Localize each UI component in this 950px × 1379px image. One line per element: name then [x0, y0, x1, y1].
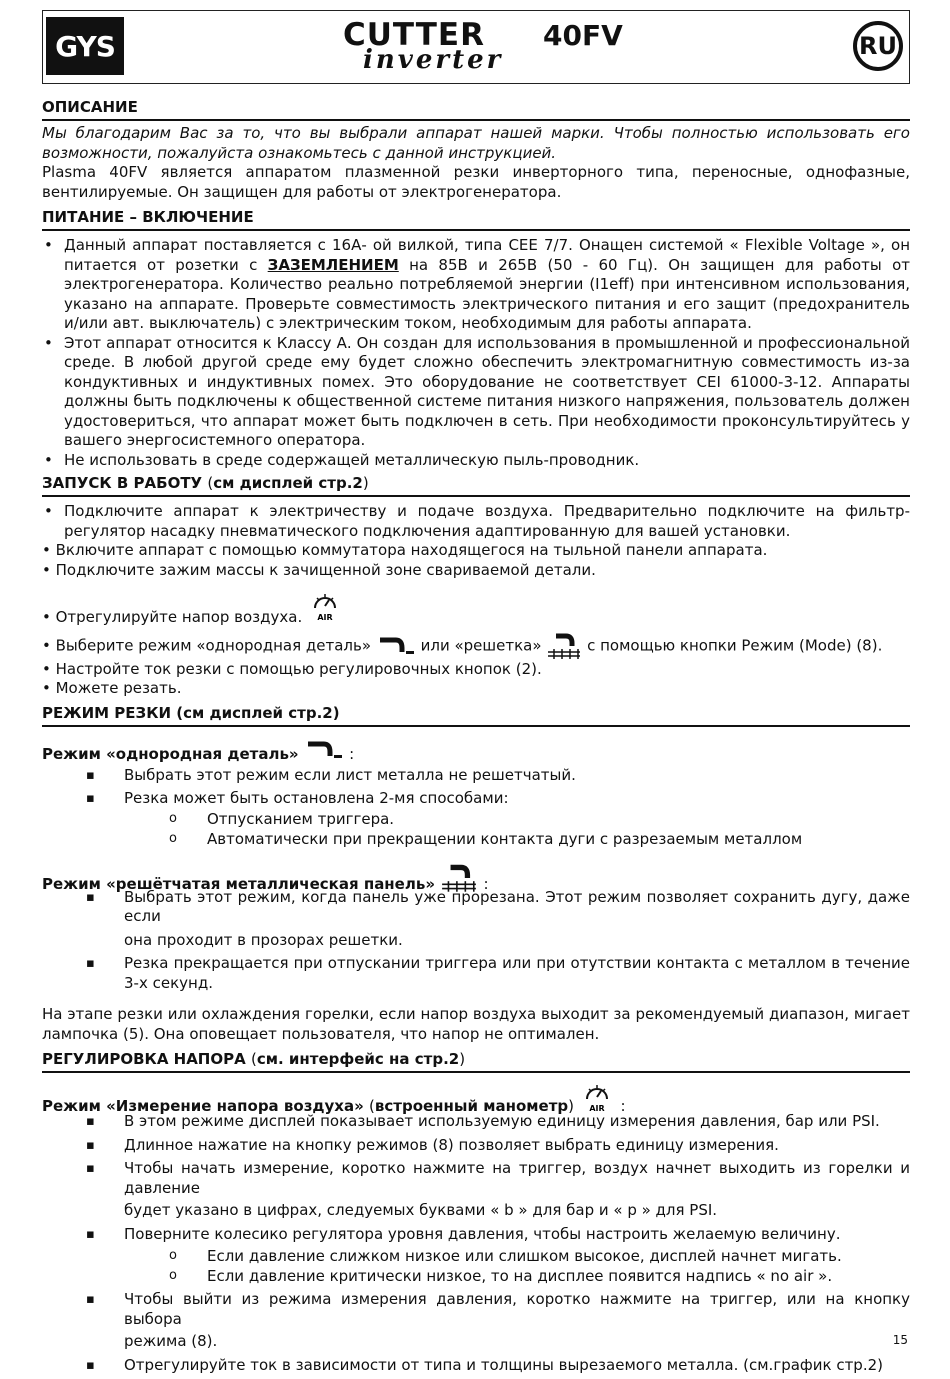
sublist-item: o Автоматически при прекращении контакта дуги с разрезаемым металлом	[207, 829, 910, 849]
list-item: • Этот аппарат относится к Классу А. Он создан для использования в промышленной и профессиональной среде. В любой другой среде ему будет сложно обеспечить электромагнитную совместимость из-за кондуктивных и индуктивных помех. Это оборудование не соответствует CEI 61000-3-12. Аппараты должны быть подключены к общественной системе питания низкого напряжения, пользователь должен удостовериться, что аппарат может быть подключен в сеть. При необходимости проконсультируйтесь у вашего энергосистемного оператора.	[42, 334, 910, 451]
air-label: AIR	[589, 1104, 605, 1113]
section-title-description: ОПИСАНИЕ	[42, 96, 910, 121]
title-text: РЕГУЛИРОВКА НАПОРА	[42, 1050, 246, 1068]
mode-pressure-heading: Режим «Измерение напора воздуха» (встроенный манометр) AIR :	[42, 1079, 910, 1116]
sublist-item: o Если давление слижком низкое или слишком высокое, дисплей начнет мигать.	[207, 1246, 910, 1266]
page-number: 15	[892, 1333, 908, 1347]
startup-step-mode	[42, 632, 910, 660]
mode-grid-heading: Режим «решётчатая металлическая панель» :	[42, 863, 910, 894]
startup-step: • Можете резать.	[42, 679, 182, 697]
sublist-item: o Отпусканием триггера.	[207, 809, 910, 829]
list-item: • Подключите аппарат к электричеству и подаче воздуха. Предварительно подключите на фильтр-регулятор насадку пневматического подключения адаптированную для вашей установки.	[42, 502, 910, 541]
list-item	[124, 1290, 910, 1352]
startup-step: • Включите аппарат с помощью коммутатора находящегося на тыльной панели аппарата.	[42, 541, 768, 559]
title-ref: см дисплей стр.2	[213, 474, 363, 492]
header	[42, 10, 910, 84]
product-logo	[343, 17, 663, 77]
startup-step-air	[42, 588, 910, 628]
gys-logo: GYS	[46, 17, 124, 75]
mode-title: Режим «решётчатая металлическая панель»	[42, 874, 436, 893]
list-item: ▪ Выбрать этот режим если лист металла не решетчатый.	[124, 766, 910, 786]
solid-part-mode-icon	[304, 739, 344, 761]
brand-bottom: inverter	[363, 45, 504, 75]
mode-pressure-list	[42, 1112, 910, 1244]
solid-part-mode-icon	[376, 634, 416, 658]
mode-pressure-list-2	[42, 1290, 910, 1375]
grid-mode-icon	[546, 632, 582, 660]
list-item: • Не использовать в среде содержащей металлическую пыль-проводник.	[42, 451, 910, 471]
language-badge: RU	[853, 21, 903, 71]
list-item: ▪ Резка может быть остановлена 2-мя способами:	[124, 789, 910, 809]
intro-paragraph: Мы благодарим Вас за то, что вы выбрали аппарат нашей марки. Чтобы полностью использовать его возможности, пожалуйста ознакомьтесь с данной инструкцией.	[42, 124, 910, 162]
list-item-text: Чтобы начать измерение, коротко нажмите на триггер, воздух начнет выходить из горелки и давление	[124, 1159, 910, 1197]
document-page	[42, 10, 910, 1379]
section-title-startup: ЗАПУСК В РАБОТУ (см дисплей стр.2)	[42, 472, 910, 497]
list-item-text: будет указано в цифрах, следуемых буквами « b » для бар и « p » для PSI.	[124, 1201, 718, 1219]
mode-grid-list	[42, 888, 910, 994]
step-text: • Выберите режим «однородная деталь»	[42, 636, 372, 654]
mode-solid-sublist	[42, 809, 910, 849]
list-item: ▪ Резка прекращается при отпускании триггера или при отутствии контакта с металлом в течение 3-х секунд.	[124, 954, 910, 993]
startup-list	[42, 502, 910, 541]
model-name: 40FV	[543, 19, 623, 52]
list-item: ▪ Поверните колесико регулятора уровня давления, чтобы настроить желаемую величину.	[124, 1225, 910, 1245]
list-item-text: Чтобы выйти из режима измерения давления, коротко нажмите на триггер, или на кнопку выбора	[124, 1290, 910, 1328]
mode-ref: встроенный манометр	[374, 1097, 569, 1115]
brand-top: CUTTER	[343, 17, 485, 53]
list-item-text: Выбрать этот режим, когда панель уже прорезана. Этот режим позволяет сохранить дугу, даже если	[124, 887, 910, 925]
mode-solid-heading: Режим «однородная деталь» :	[42, 739, 910, 764]
step-text: • Отрегулируйте напор воздуха.	[42, 608, 303, 626]
air-label: AIR	[317, 613, 333, 622]
mode-title: Режим «однородная деталь»	[42, 744, 299, 763]
startup-step: • Настройте ток резки с помощью регулировочных кнопок (2).	[42, 659, 542, 678]
air-gauge-icon	[579, 1079, 615, 1115]
section-title-pressure: РЕГУЛИРОВКА НАПОРА (см. интерфейс на стр.2)	[42, 1048, 910, 1073]
list-item-text: она проходит в прозорах решетки.	[124, 930, 403, 949]
list-item-text: режима (8).	[124, 1332, 218, 1350]
list-item-text: на 85В и 265В (50 - 60 Гц). Он защищен для работы от электрогенератора. Количество реально потребляемой энергии (I1eff) при интенсивном использования, указано на аппарате. Проверьте совместимость электрического питания и его защит (предохранитель и/или авт. выключатель) с электрическим током, необходимым для работы аппарата.	[64, 255, 911, 332]
grounding-emphasis: ЗАЗЕМЛЕНИЕМ	[267, 255, 399, 274]
list-item: ▪ Отрегулируйте ток в зависимости от типа и толщины вырезаемого металла. (см.график стр.2)	[124, 1356, 910, 1376]
air-gauge-icon	[307, 588, 343, 624]
section-title-power: ПИТАНИЕ – ВКЛЮЧЕНИЕ	[42, 206, 910, 231]
description-paragraph: Plasma 40FV является аппаратом плазменной резки инверторного типа, переносные, однофазные, вентилируемые. Он защищен для работы от электрогенератора.	[42, 163, 910, 201]
title-ref: см. интерфейс на стр.2	[256, 1050, 460, 1068]
startup-step: • Подключите зажим массы к зачищенной зоне свариваемой детали.	[42, 560, 596, 579]
step-text: или «решетка»	[420, 636, 542, 654]
mode-pressure-sublist	[42, 1246, 910, 1286]
pressure-warning-paragraph: На этапе резки или охлаждения горелки, если напор воздуха выходит за рекомендуемый диапазон, мигает лампочка (5). Она оповещает пользователя, что напор не оптимален.	[42, 1005, 910, 1043]
title-text: ЗАПУСК В РАБОТУ	[42, 474, 203, 492]
list-item-text: Данный аппарат поставляется с 16А- ой вилкой, типа CEE 7/7. Онащен системой « Flexible Voltage », он питается от розетки с	[64, 236, 910, 274]
section-title-cutting-mode: РЕЖИМ РЕЗКИ (см дисплей стр.2)	[42, 702, 910, 727]
list-item	[42, 236, 910, 334]
mode-title: Режим «Измерение напора воздуха»	[42, 1097, 364, 1115]
power-list	[42, 236, 910, 470]
list-item: ▪ Длинное нажатие на кнопку режимов (8) позволяет выбрать единицу измерения.	[124, 1136, 910, 1156]
list-item: ▪ В этом режиме дисплей показывает используемую единицу измерения давления, бар или PSI.	[124, 1112, 910, 1132]
list-item	[124, 888, 910, 951]
sublist-item: o Если давление критически низкое, то на дисплее появится надпись « no air ».	[207, 1266, 910, 1286]
list-item	[124, 1159, 910, 1221]
mode-solid-list	[42, 766, 910, 809]
step-text: с помощью кнопки Режим (Mode) (8).	[587, 636, 883, 654]
